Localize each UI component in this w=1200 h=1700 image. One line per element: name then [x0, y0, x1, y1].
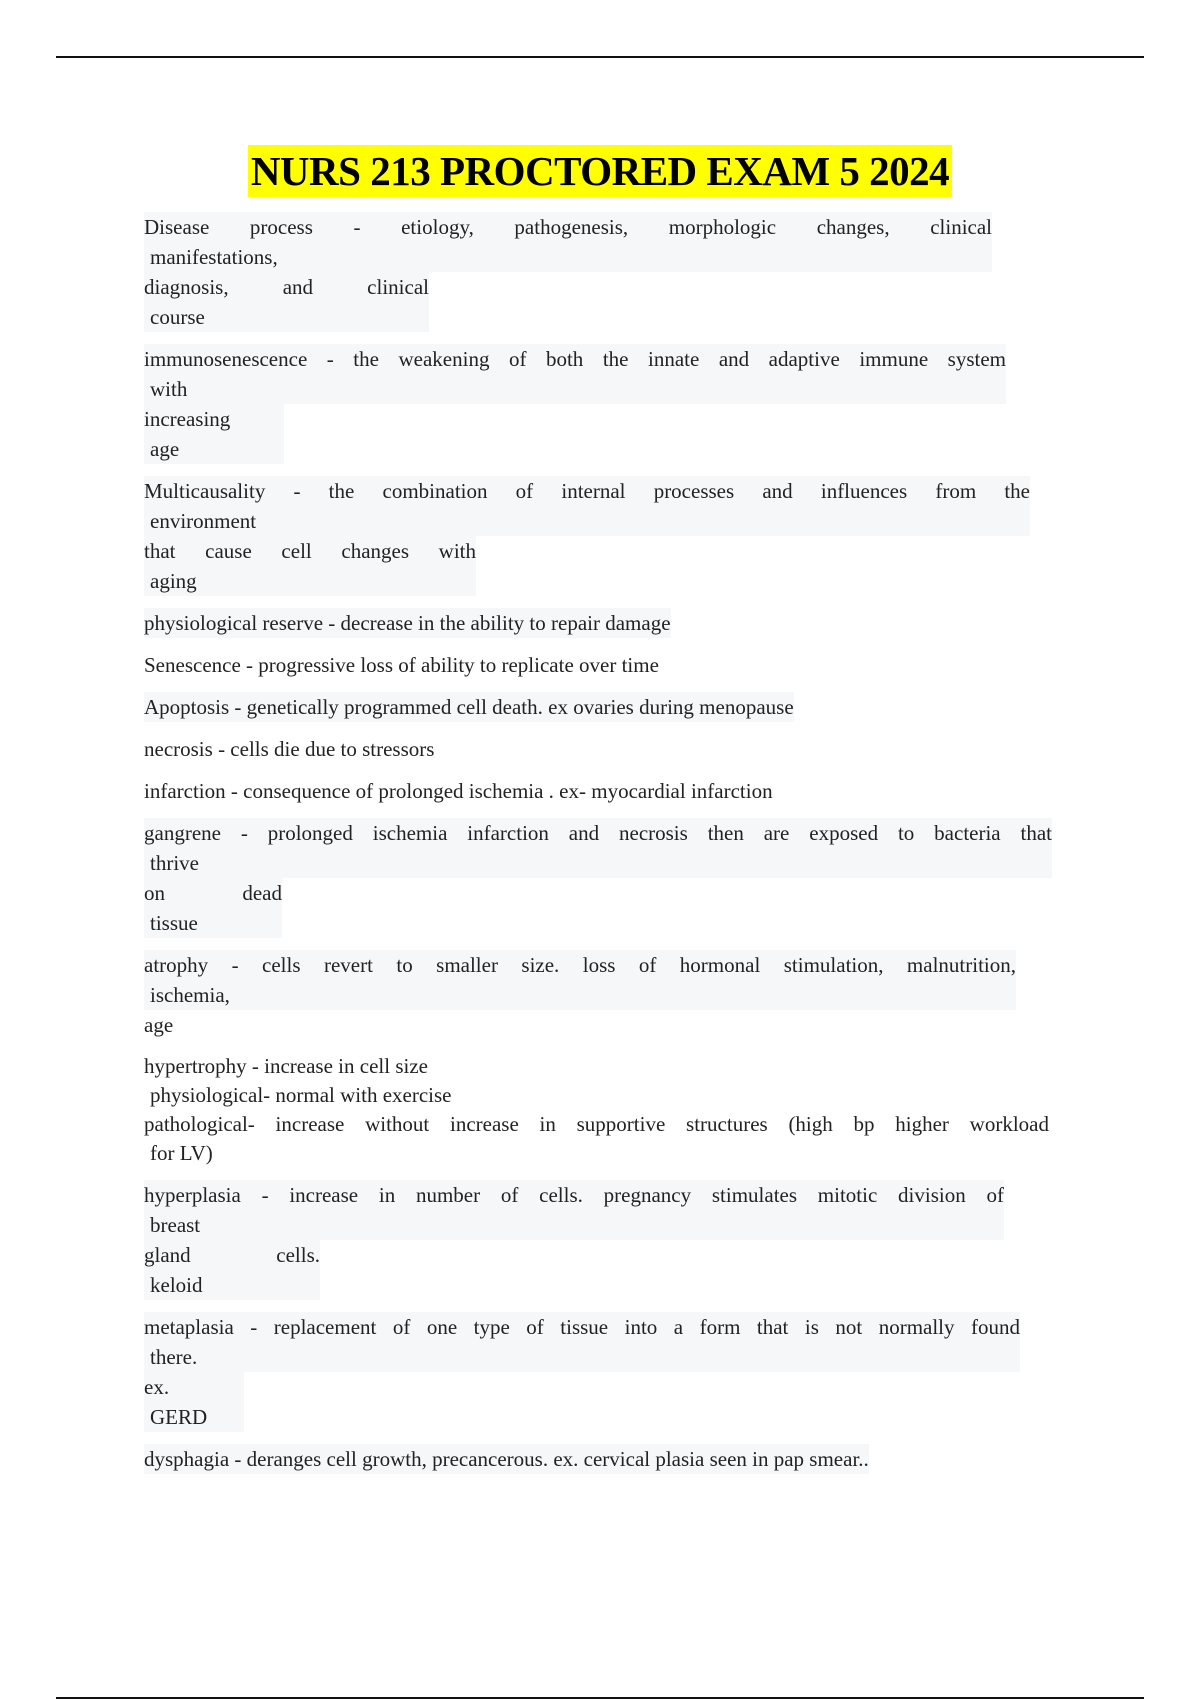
entry-dysphagia [144, 1444, 1064, 1474]
entry-block [144, 1180, 1004, 1240]
entry-line: age [144, 1013, 174, 1037]
entry-line: increasing [144, 407, 231, 431]
entry-multicausality [144, 476, 1064, 596]
entry-hypertrophy [144, 1052, 1064, 1168]
entry-line: that cause cell changes with [144, 536, 476, 566]
entry-line: dysphagia - deranges cell growth, precancerous. ex. cervical plasia seen in pap smear.. [144, 1444, 869, 1474]
entry-line: necrosis - cells die due to stressors [144, 737, 435, 761]
entry-line: for LV) [150, 1141, 213, 1165]
entry-line: age [150, 437, 180, 461]
entry-line: thrive [150, 851, 199, 875]
entry-line: Disease process - etiology, pathogenesis, morphologic changes, clinical [144, 212, 992, 242]
entry-line: environment [150, 509, 257, 533]
top-rule [56, 56, 1144, 58]
entry-line: infarction - consequence of prolonged ischemia . ex- myocardial infarction [144, 779, 773, 803]
entry-block [144, 818, 1052, 878]
entry-line: physiological reserve - decrease in the ability to repair damage [144, 608, 671, 638]
entry-line: hyperplasia - increase in number of cells. pregnancy stimulates mitotic division of [144, 1180, 1004, 1210]
entry-block [144, 344, 1006, 404]
entry-physiological-reserve [144, 608, 1064, 638]
entry-block [144, 404, 284, 464]
entry-block [144, 950, 1016, 1010]
entry-line: metaplasia - replacement of one type of tissue into a form that is not normally found [144, 1312, 1020, 1342]
entry-infarction [144, 776, 1064, 806]
entry-block [144, 536, 476, 596]
entry-necrosis [144, 734, 1064, 764]
entry-line: aging [150, 569, 197, 593]
bottom-rule [56, 1697, 1144, 1699]
entry-line: atrophy - cells revert to smaller size. loss of hormonal stimulation, malnutrition, [144, 950, 1016, 980]
entry-line: breast [150, 1213, 201, 1237]
entry-line: pathological- increase without increase in supportive structures (high bp higher workload [144, 1112, 1049, 1136]
entry-line: on dead [144, 878, 282, 908]
entry-line: Multicausality - the combination of internal processes and influences from the [144, 476, 1030, 506]
entry-disease-process [144, 212, 1064, 332]
entry-block [144, 272, 429, 332]
entry-line: Apoptosis - genetically programmed cell death. ex ovaries during menopause [144, 692, 794, 722]
document-title: NURS 213 PROCTORED EXAM 5 2024 [248, 145, 952, 197]
entry-line: gangrene - prolonged ischemia infarction and necrosis then are exposed to bacteria that [144, 818, 1052, 848]
entry-senescence [144, 650, 1064, 680]
entry-line: keloid [150, 1273, 203, 1297]
entry-line: physiological- normal with exercise [150, 1083, 452, 1107]
entry-block [144, 1372, 244, 1432]
entry-block [144, 1240, 320, 1300]
entry-line: GERD [150, 1405, 208, 1429]
entry-block [144, 878, 282, 938]
entry-line: diagnosis, and clinical [144, 272, 429, 302]
entry-line: ischemia, [150, 983, 230, 1007]
entry-line: hypertrophy - increase in cell size [144, 1054, 428, 1078]
title-container [0, 145, 1200, 197]
entry-block [144, 212, 992, 272]
entry-line: Senescence - progressive loss of ability to replicate over time [144, 653, 659, 677]
entry-line: tissue [150, 911, 198, 935]
entry-metaplasia [144, 1312, 1064, 1432]
entry-line: with [150, 377, 188, 401]
entry-immunosenescence [144, 344, 1064, 464]
entry-block [144, 1312, 1020, 1372]
entry-line: ex. [144, 1375, 170, 1399]
entry-line: immunosenescence - the weakening of both the innate and adaptive immune system [144, 344, 1006, 374]
entry-line: gland cells. [144, 1240, 320, 1270]
entry-apoptosis [144, 692, 1064, 722]
entry-atrophy [144, 950, 1064, 1040]
entry-line: course [150, 305, 205, 329]
entry-gangrene [144, 818, 1064, 938]
entry-hyperplasia [144, 1180, 1064, 1300]
entry-line: there. [150, 1345, 198, 1369]
entry-block [144, 476, 1030, 536]
glossary-entries [144, 212, 1064, 1486]
entry-line: manifestations, [150, 245, 278, 269]
